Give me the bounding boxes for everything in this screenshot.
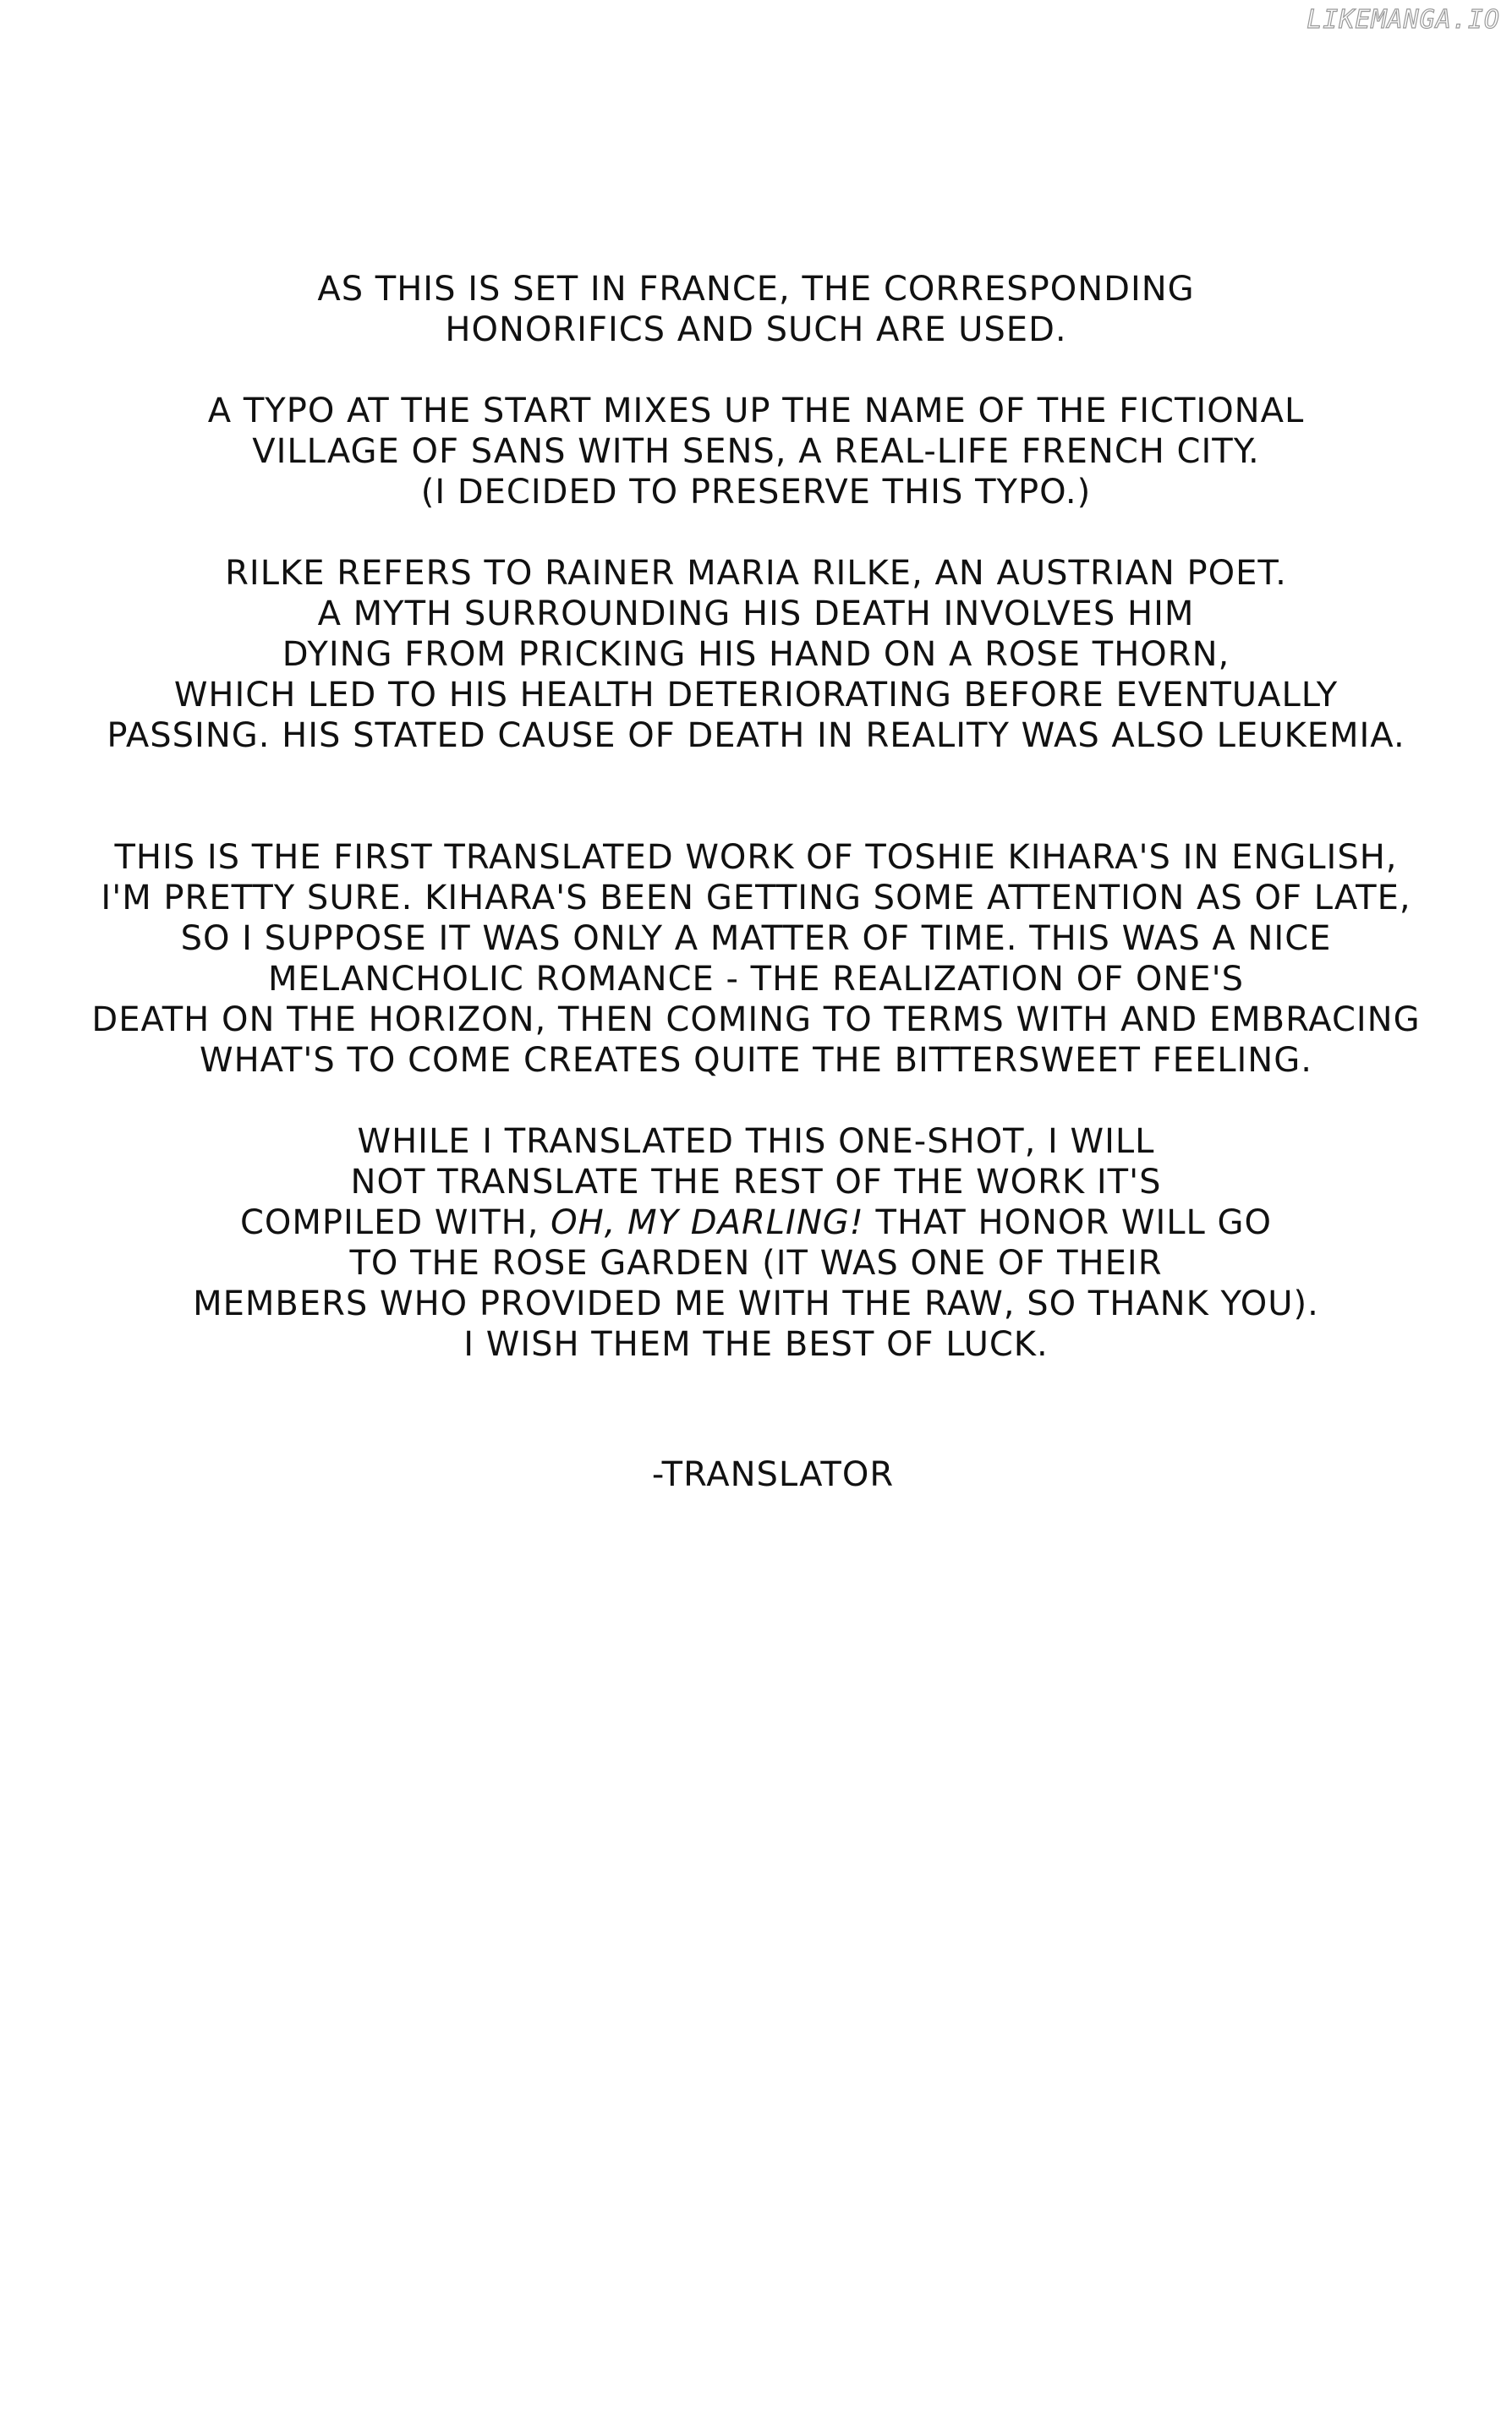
text-line: I'M PRETTY SURE. KIHARA'S BEEN GETTING SOME ATTENTION AS OF LATE, [101,879,1411,917]
text-line [0,1202,1512,1243]
note-typo [0,391,1512,512]
translator-signature: -TRANSLATOR [651,1455,895,1494]
text-line: AS THIS IS SET IN FRANCE, THE CORRESPONDING [317,270,1195,309]
text-line: RILKE REFERS TO RAINER MARIA RILKE, AN AUSTRIAN POET. [225,554,1287,593]
text-line: PASSING. HIS STATED CAUSE OF DEATH IN REALITY WAS ALSO LEUKEMIA. [107,716,1405,755]
site-watermark: LIKEMANGA.IO [1307,5,1500,35]
text-line: SO I SUPPOSE IT WAS ONLY A MATTER OF TIME. THIS WAS A NICE [180,919,1332,958]
note-first-translation [0,837,1512,1081]
text-line: A MYTH SURROUNDING HIS DEATH INVOLVES HIM [317,594,1195,633]
text-line: NOT TRANSLATE THE REST OF THE WORK IT'S [350,1163,1162,1202]
text-line: A TYPO AT THE START MIXES UP THE NAME OF THE FICTIONAL [207,392,1305,430]
text-line: MEMBERS WHO PROVIDED ME WITH THE RAW, SO THANK YOU). [193,1284,1319,1323]
text-line: DYING FROM PRICKING HIS HAND ON A ROSE THORN, [282,635,1230,674]
text-line: WHICH LED TO HIS HEALTH DETERIORATING BEFORE EVENTUALLY [173,676,1339,715]
text-line: WHILE I TRANSLATED THIS ONE-SHOT, I WILL [357,1122,1155,1161]
text-line: I WISH THEM THE BEST OF LUCK. [463,1325,1049,1364]
text-line: VILLAGE OF SANS WITH SENS, A REAL-LIFE FRENCH CITY. [252,432,1260,471]
work-title: OH, MY DARLING! [551,1203,864,1242]
text-line: MELANCHOLIC ROMANCE - THE REALIZATION OF ONE'S [268,960,1244,999]
note-honorifics [0,269,1512,350]
text-line: (I DECIDED TO PRESERVE THIS TYPO.) [420,473,1092,512]
text-line: THIS IS THE FIRST TRANSLATED WORK OF TOSHIE KIHARA'S IN ENGLISH, [114,838,1398,877]
text-line: HONORIFICS AND SUCH ARE USED. [445,310,1067,349]
text-line: TO THE ROSE GARDEN (IT WAS ONE OF THEIR [349,1244,1163,1283]
text-line: WHAT'S TO COME CREATES QUITE THE BITTERSWEET FEELING. [200,1041,1312,1080]
note-one-shot [0,1121,1512,1365]
note-rilke [0,553,1512,756]
text-fragment: THAT HONOR WILL GO [863,1203,1273,1242]
text-line: DEATH ON THE HORIZON, THEN COMING TO TERMS WITH AND EMBRACING [91,1000,1421,1039]
text-fragment: COMPILED WITH, [239,1203,551,1242]
translator-notes [0,269,1512,1365]
